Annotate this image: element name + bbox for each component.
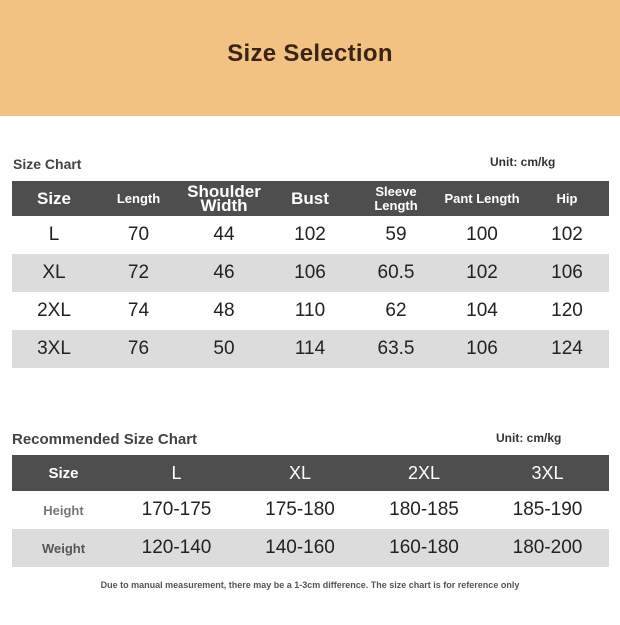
table-cell: 100	[466, 224, 498, 245]
table-cell: 62	[385, 300, 407, 321]
table-cell: 63.5	[353, 330, 439, 368]
table-cell: 102	[439, 254, 525, 292]
table-cell: 46	[181, 254, 267, 292]
table-row	[12, 254, 609, 292]
page-title: Size Selection	[227, 40, 393, 67]
table-cell: 48	[213, 300, 235, 321]
table-cell: 74	[127, 300, 150, 321]
column-header-size: Size	[12, 181, 96, 216]
table-cell: 102	[294, 224, 326, 245]
table-cell: XL	[12, 254, 96, 292]
recommended-chart-unit: Unit: cm/kg	[496, 431, 562, 445]
table-cell: 110	[294, 300, 326, 321]
column-header-length: Length	[96, 181, 181, 216]
recommended-chart-title: Recommended Size Chart	[12, 431, 198, 448]
table-row	[12, 216, 609, 254]
table-cell: 104	[466, 300, 498, 321]
size-chart-title: Size Chart	[13, 156, 82, 172]
table-cell: 106	[525, 254, 609, 292]
table-cell: 175-180	[265, 499, 335, 520]
table-cell: 44	[213, 224, 235, 245]
table-cell: 2XL	[37, 300, 71, 321]
table-header-row	[12, 181, 609, 216]
recommended-size-table	[12, 455, 609, 567]
table-cell: 102	[551, 224, 583, 245]
table-cell: 70	[127, 224, 150, 245]
column-header-xl: XL	[238, 455, 362, 491]
table-row	[12, 330, 609, 368]
table-cell: 72	[96, 254, 181, 292]
measurement-note: Due to manual measurement, there may be a 1-3cm difference. The size chart is for reference only	[100, 580, 520, 590]
table-cell: 106	[267, 254, 353, 292]
column-header-sleeve-length: Sleeve Length	[353, 181, 439, 216]
size-chart-table	[12, 181, 609, 368]
table-cell: 180-185	[389, 499, 459, 520]
table-cell: 120-140	[115, 529, 238, 567]
table-row	[12, 491, 609, 529]
header-banner	[0, 0, 620, 116]
table-cell: 76	[96, 330, 181, 368]
column-header-3xl: 3XL	[486, 455, 609, 491]
table-cell: 50	[181, 330, 267, 368]
table-cell: 120	[551, 300, 583, 321]
table-cell: 124	[525, 330, 609, 368]
table-header-row	[12, 455, 609, 491]
size-chart-unit: Unit: cm/kg	[490, 155, 556, 169]
table-row	[12, 292, 609, 330]
column-header-pant-length: Pant Length	[439, 181, 525, 216]
column-header-l: L	[115, 455, 238, 491]
row-label-height: Height	[43, 502, 84, 518]
row-label-weight: Weight	[12, 529, 115, 567]
table-cell: 59	[385, 224, 407, 245]
table-cell: L	[48, 224, 60, 245]
table-cell: 170-175	[141, 499, 212, 520]
table-cell: 185-190	[512, 499, 583, 520]
column-header-hip: Hip	[525, 181, 609, 216]
column-header-bust: Bust	[267, 181, 353, 216]
table-cell: 114	[267, 330, 353, 368]
table-cell: 180-200	[486, 529, 609, 567]
table-cell: 60.5	[353, 254, 439, 292]
table-cell: 3XL	[12, 330, 96, 368]
column-header-size: Size	[12, 455, 115, 491]
table-cell: 106	[439, 330, 525, 368]
table-row	[12, 529, 609, 567]
column-header-2xl: 2XL	[362, 455, 486, 491]
column-header-shoulder-width: Shoulder Width	[181, 181, 267, 216]
table-cell: 160-180	[362, 529, 486, 567]
table-cell: 140-160	[238, 529, 362, 567]
